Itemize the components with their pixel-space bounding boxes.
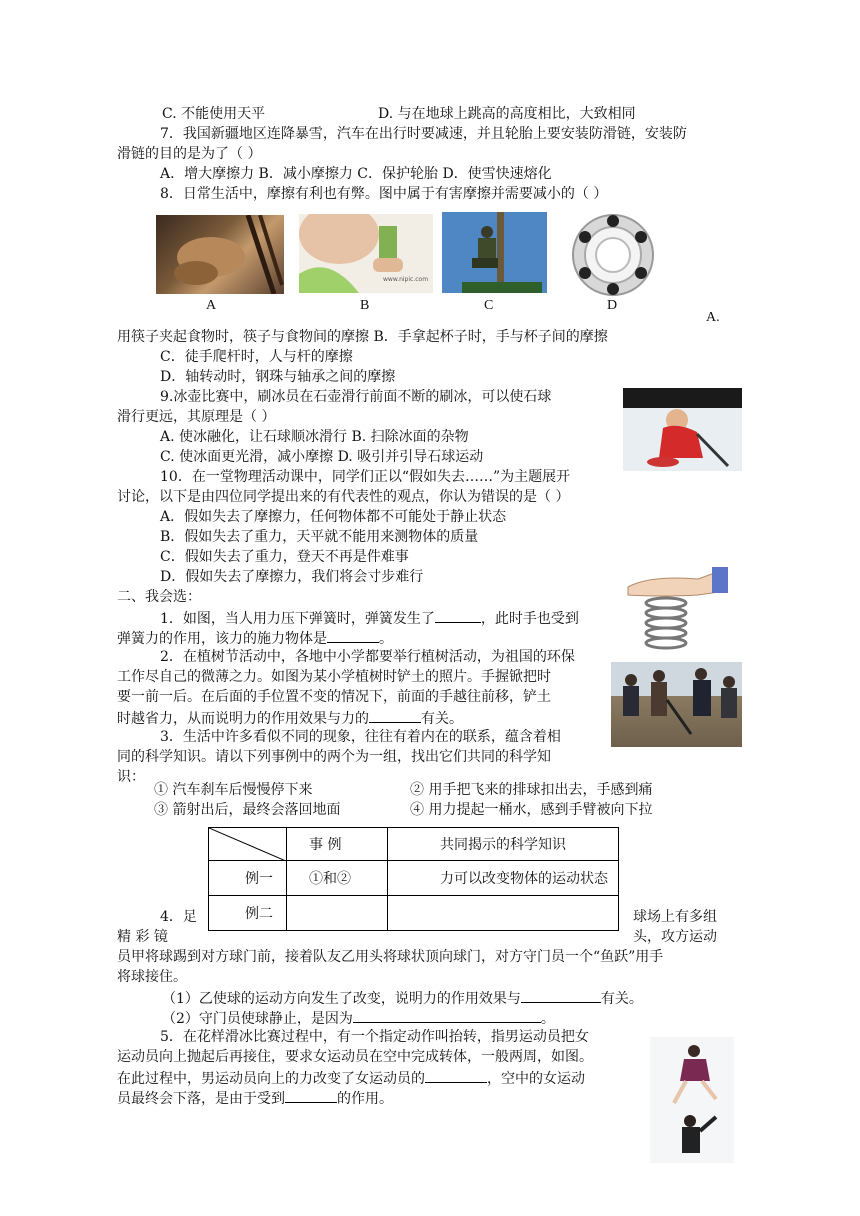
bearing-image	[567, 210, 660, 301]
fill-5-e: 员最终会下落，是由于受到 的作用。	[117, 1087, 393, 1107]
spring-hand-image	[620, 565, 730, 653]
fill-4-b-start: 精 彩 镜	[117, 929, 168, 945]
climbing-pole-image	[442, 212, 547, 293]
example-4: ④ 用力提起一桶水，感到手臂被向下拉	[410, 802, 653, 818]
row-1-label: 例一	[209, 861, 287, 896]
tree-planting-image	[611, 662, 742, 747]
caption-c: C	[484, 298, 494, 313]
spring-icon	[620, 565, 730, 653]
people-shoveling-icon	[611, 662, 742, 747]
option-a-label: A.	[706, 310, 720, 325]
fill-4-end: 球场上有多组	[633, 909, 717, 925]
fill-5-c: 在此过程中，男运动员向上的力改变了女运动员的 ，空中的女运动	[117, 1067, 585, 1087]
question-8-d: D．轴转动时，钢珠与轴承之间的摩擦	[160, 369, 396, 385]
question-10-c: C．假如失去了重力，登天不再是件难事	[160, 549, 409, 565]
section-title: 二、我会选：	[117, 589, 201, 605]
fill-1-cont: 弹簧力的作用，该力的施力物体是 。	[117, 627, 393, 647]
example-1: ① 汽车刹车后慢慢停下来	[154, 782, 313, 798]
caption-b: B	[360, 298, 370, 313]
caption-a: A	[206, 298, 217, 313]
question-10-b: B．假如失去了重力，天平就不能用来测物体的质量	[160, 529, 479, 545]
row-1-example: ①和②	[287, 861, 388, 896]
fill-5-b: 运动员向上抛起后再接住，要求女运动员在空中完成转体，一般两周，如图。	[117, 1049, 593, 1065]
caption-d: D	[607, 298, 618, 313]
fill-4-c: 员甲将球踢到对方球门前，接着队友乙用头将球状顶向球门，对方守门员一个“鱼跃”用手	[117, 949, 664, 965]
question-8: 8．日常生活中，摩擦有利也有弊。图中属于有害摩擦并需要减小的（ ）	[160, 186, 608, 202]
curling-player-icon	[623, 388, 742, 471]
chopsticks-icon	[156, 215, 284, 294]
fill-2-d: 时越省力，从而说明力的作用效果与力的 有关。	[117, 707, 463, 727]
fill-5: 5．在花样滑冰比赛过程中，有一个指定动作叫抬转，指男运动员把女	[160, 1029, 589, 1045]
header-example: 事 例	[287, 828, 388, 861]
row-2-knowledge[interactable]	[388, 896, 619, 931]
fill-2-b: 工作尽自己的微薄之力。如图为某小学植树时铲土的照片。手握锨把时	[117, 669, 551, 685]
fill-4-f: （2）守门员使球静止，是因为 。	[162, 1007, 555, 1027]
question-9-ab: A. 使冰融化，让石球顺冰滑行 B. 扫除冰面的杂物	[160, 429, 469, 445]
answer-table	[208, 827, 619, 931]
question-9-cont: 滑行更远，其原理是（ ）	[117, 409, 276, 425]
skaters-icon	[650, 1037, 734, 1163]
fill-3-c: 识：	[117, 769, 145, 785]
chopsticks-food-image	[156, 215, 284, 294]
fill-2-c: 要一前一后。在后面的手位置不变的情况下，前面的手越往前移，铲土	[117, 689, 551, 705]
fill-1: 1．如图，当人用力压下弹簧时，弹簧发生了 ，此时手也受到	[160, 607, 579, 627]
example-3: ③ 箭射出后，最终会落回地面	[154, 802, 341, 818]
figure-skating-image	[650, 1037, 734, 1163]
example-2: ② 用手把飞来的排球扣出去，手感到痛	[410, 782, 653, 798]
question-10: 10．在一堂物理活动课中，同学们正以“假如失去……”为主题展开	[160, 469, 571, 485]
question-9: 9.冰壶比赛中，刷冰员在石壶滑行前面不断的刷冰，可以使石球	[160, 389, 552, 405]
question-10-cont: 讨论，以下是由四位同学提出来的有代表性的观点，你认为错误的是（ ）	[117, 489, 570, 505]
fill-3: 3．生活中许多看似不同的现象，往往有着内在的联系，蕴含着相	[160, 729, 561, 745]
watermark-text: www.nipic.com	[383, 276, 429, 283]
question-10-d: D．假如失去了摩擦力，我们将会寸步难行	[160, 569, 424, 585]
question-7: 7．我国新疆地区连降暴雪，汽车在出行时要减速，并且轮胎上要安装防滑链，安装防	[160, 126, 687, 142]
question-7-cont: 滑链的目的是为了（ ）	[117, 146, 262, 162]
fill-2: 2．在植树节活动中，各地中小学都要举行植树活动，为祖国的环保	[160, 649, 575, 665]
fill-4-e: （1）乙使球的运动方向发生了改变，说明力的作用效果与 有关。	[162, 987, 643, 1007]
question-8-c: C．徒手爬杆时，人与杆的摩擦	[160, 349, 353, 365]
row-1-knowledge: 力可以改变物体的运动状态	[388, 861, 619, 896]
fill-4-start: 4．足	[160, 909, 197, 925]
table-corner	[209, 828, 287, 861]
question-8-ab: 用筷子夹起食物时，筷子与食物间的摩擦 B．手拿起杯子时，手与杯子间的摩擦	[117, 329, 608, 345]
fill-4-d: 将球接住。	[117, 969, 187, 985]
question-9-cd: C. 使冰面更光滑，减小摩擦 D. 吸引并引导石球运动	[160, 449, 484, 465]
curling-image	[623, 388, 742, 471]
option-d: D. 与在地球上跳高的高度相比，大致相同	[378, 106, 636, 122]
question-7-options: A．增大摩擦力 B．减小摩擦力 C．保护轮胎 D．使雪快速熔化	[160, 166, 552, 182]
row-2-label: 例二	[209, 896, 287, 931]
row-2-example[interactable]	[287, 896, 388, 931]
hand-cup-image	[299, 214, 433, 293]
diagonal-line-icon	[209, 828, 286, 861]
option-c: C. 不能使用天平	[162, 106, 266, 122]
question-10-a: A．假如失去了摩擦力，任何物体都不可能处于静止状态	[160, 509, 507, 525]
header-knowledge: 共同揭示的科学知识	[388, 828, 619, 861]
ball-bearing-icon	[567, 210, 660, 301]
fill-3-b: 同的科学知识。请以下列事例中的两个为一组，找出它们共同的科学知	[117, 749, 551, 765]
climber-icon	[442, 212, 547, 293]
fill-4-b-end: 头，攻方运动	[633, 929, 717, 945]
